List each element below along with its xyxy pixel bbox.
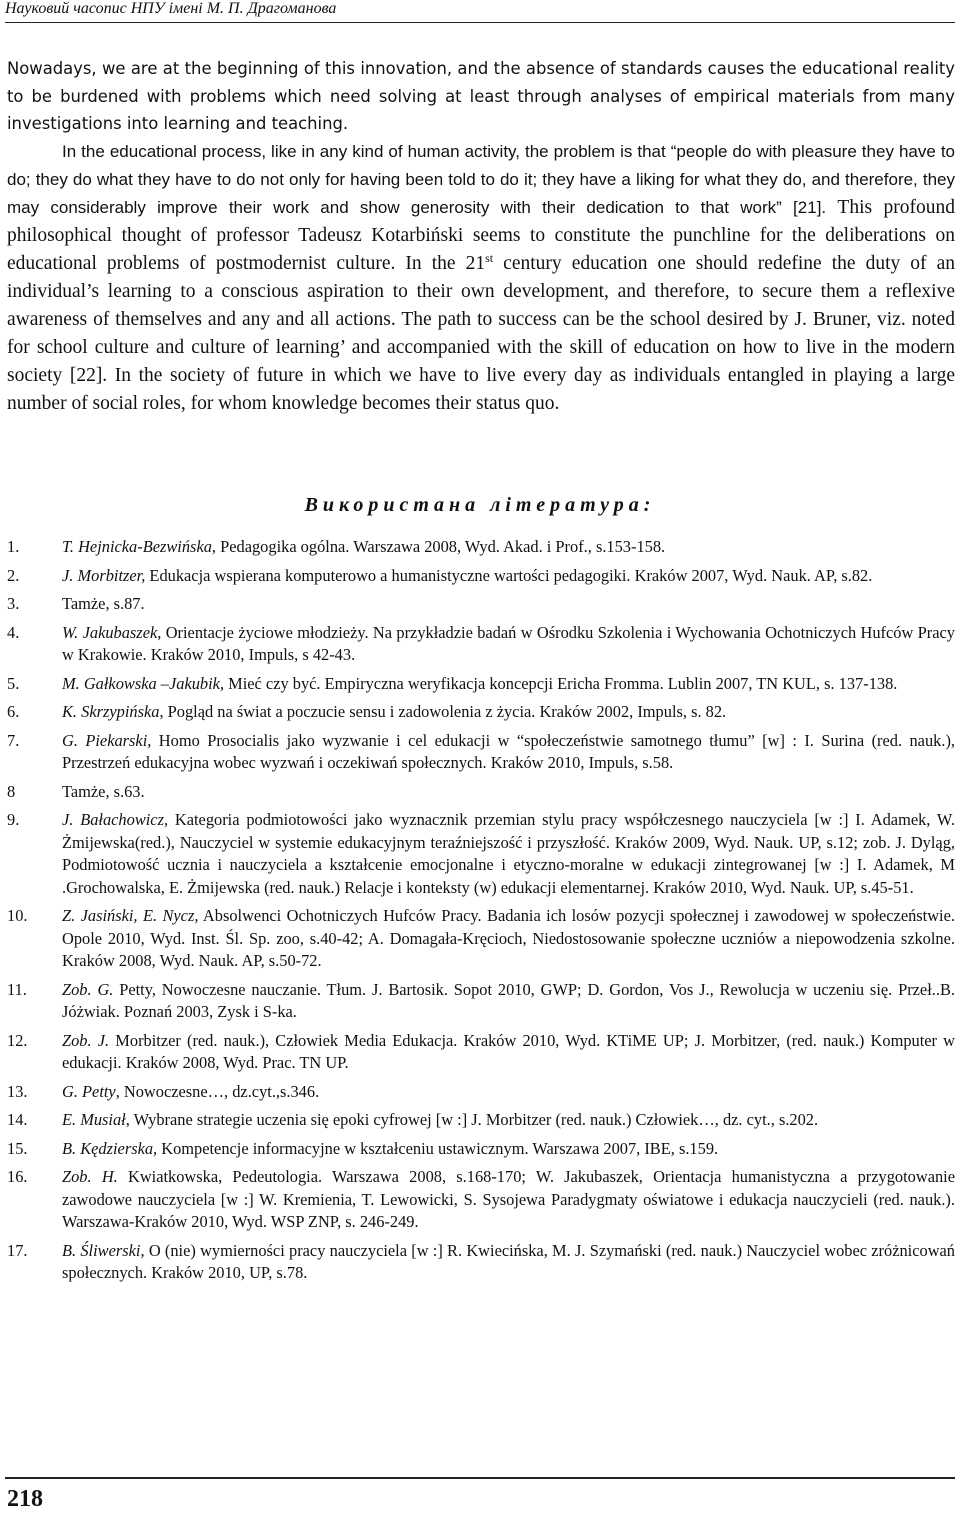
reference-item	[7, 1240, 955, 1285]
reference-text: , Wybrane strategie uczenia się epoki cyfrowej [w :] J. Morbitzer (red. nauk.) Człowiek…, dz. cyt., s.202.	[125, 1110, 819, 1129]
reference-text: , Nowoczesne…, dz.cyt.,s.346.	[115, 1081, 320, 1101]
running-header	[5, 0, 955, 23]
reference-author: B. Śliwerski	[62, 1240, 141, 1260]
reference-item	[7, 1030, 955, 1075]
reference-text: Tamże, s.87.	[62, 594, 145, 613]
reference-text: , Pogląd na świat a poczucie sensu i zadowolenia z życia. Kraków 2002, Impuls, s. 82.	[159, 702, 727, 721]
paragraph-main	[7, 138, 955, 418]
reference-item	[7, 622, 955, 667]
reference-number: 13.	[7, 1081, 28, 1101]
footer-divider	[5, 1477, 955, 1479]
reference-author: J. Morbitzer,	[62, 565, 146, 585]
reference-item	[7, 781, 955, 804]
reference-number: 4.	[7, 622, 20, 642]
reference-number: 2.	[7, 565, 20, 585]
reference-author: G. Petty	[62, 1081, 116, 1101]
reference-item	[7, 673, 955, 696]
journal-title: Науковий часопис НПУ імені М. П. Драгоманова	[5, 0, 337, 17]
reference-text: Absolwenci Ochotniczych Hufców Pracy. Badania ich losów pozycji społecznej i zawodowej w społeczeństwie. Opole 2010, Wyd. Inst. Śl. Sp. zoo, s.40-42; A. Domagała-Kręcioch, Niedostosowanie społeczne uczniów a niepowodzenia szkolne. Kraków 2008, Wyd. Nauk. AP, s.50-72.	[62, 906, 955, 970]
reference-author: J. Bałachowicz	[62, 810, 164, 829]
reference-item	[7, 1166, 955, 1234]
reference-text: Kompetencje informacyjne w kształceniu ustawicznym. Warszawa 2007, IBE, s.159.	[157, 1138, 719, 1158]
reference-text: , Kategoria podmiotowości jako wyznacznik przemian stylu pracy współczesnego nauczyciela [w :] I. Adamek, W. Żmijewska(red.), Nauczyciel w systemie edukacyjnym teraźniejszość i przyszłość. Kraków 2009, Wyd. Nauk. UP, s.12; zob. J. Dyląg, Podmiotowość ucznia i nauczyciela a kształcenie emocjonalne i etyczno-moralne w edukacji zintegrowanej [w :] I. Adamek, M .Grochowalska, E. Żmijewska (red. nauk.) Relacje i konteksty (w) edukacji elementarnej. Kraków 2010, Wyd. Nauk. UP, s.45-51.	[62, 810, 955, 897]
reference-number: 12.	[7, 1030, 28, 1050]
reference-item	[7, 1081, 955, 1104]
reference-author: Zob. G.	[62, 979, 114, 999]
paragraph-intro: Nowadays, we are at the beginning of this innovation, and the absence of standards causes the educational reality to be burdened with problems which need solving at least through analyses of empirical materials from many investigations into learning and teaching.	[7, 59, 955, 133]
reference-author: M. Gałkowska –Jakubik	[62, 673, 220, 693]
reference-number: 17.	[7, 1240, 28, 1260]
reference-text: Morbitzer (red. nauk.), Człowiek Media Edukacja. Kraków 2010, Wyd. KTiME UP; J. Morbitzer, (red. nauk.) Komputer w edukacji. Kraków 2008, Wyd. Prac. TN UP.	[62, 1030, 956, 1072]
reference-author: Zob. H.	[62, 1167, 118, 1186]
reference-text: Tamże, s.63.	[62, 781, 145, 801]
reference-text: , Mieć czy być. Empiryczna weryfikacja koncepcji Ericha Fromma. Lublin 2007, TN KUL, s. 137-138.	[219, 673, 898, 693]
reference-item	[7, 905, 955, 973]
reference-text: , Orientacje życiowe młodzieży. Na przykładzie badań w Ośrodku Szkolenia i Wychowania Ochotniczych Hufców Pracy w Krakowie. Kraków 2010, Impuls, s 42-43.	[62, 622, 956, 664]
reference-item	[7, 979, 955, 1024]
paragraph-main-body: This profound philosophical thought of professor Tadeusz Kotarbiński seems to constitute the punchline for the deliberations on educational problems of postmodernist culture. In the 21st century education one should redefine the duty of an individual’s learning to a conscious aspiration to their own development, and therefore, to secure them a reflexive awareness of themselves and any and all actions. The path to success can be the school desired by J. Bruner, viz. noted for school culture and culture of learning’ and accompanied with the skill of education on how to live in the modern society [22]. In the society of future in which we have to live every day as individuals entangled in playing a large number of social roles, for whom knowledge becomes their status quo.	[7, 197, 955, 414]
reference-number: 8	[7, 781, 16, 801]
reference-text: , Pedagogika ogólna. Warszawa 2008, Wyd. Akad. i Prof., s.153-158.	[211, 537, 666, 556]
reference-text: Homo Prosocialis jako wyzwanie i cel edukacji w “społeczeństwie samotnego tłumu” [w] : I. Surina (red. nauk.), Przestrzeń edukacyjna wobec wyzwań i oczekiwań społecznych. Kraków 2010, Impuls, s.58.	[62, 730, 955, 772]
reference-author: Z. Jasiński, E. Nycz,	[62, 906, 199, 925]
reference-number: 3.	[7, 594, 20, 613]
reference-item	[7, 809, 955, 899]
reference-item	[7, 1109, 955, 1132]
reference-number: 5.	[7, 673, 20, 693]
paragraph-main-quote: In the educational process, like in any kind of human activity, the problem is that “people do with pleasure they have to do; they do what they have to do not only for having been told to do it; they have a liking for what they do, and therefore, they may considerably improve their work and show generosity with their dedication to that work” [21].	[7, 142, 955, 217]
reference-text: Kwiatkowska, Pedeutologia. Warszawa 2008, s.168-170; W. Jakubaszek, Orientacja humanistyczna a przygotowanie zawodowe nauczyciela [w :] W. Kremienia, T. Lewowicki, S. Sysojewa Paradygmaty oświatowe i edukacja nauczycieli (red. nauk.). Warszawa-Kraków 2010, Wyd. WSP ZNP, s. 246-249.	[62, 1167, 955, 1231]
reference-number: 6.	[7, 702, 20, 721]
superscript-st: st	[485, 251, 494, 265]
reference-number: 15.	[7, 1138, 28, 1158]
reference-author: W. Jakubaszek	[62, 622, 158, 642]
literature-heading: Використана література:	[304, 494, 656, 516]
reference-number: 10.	[7, 906, 28, 925]
reference-item	[7, 565, 955, 588]
reference-number: 7.	[7, 730, 20, 750]
reference-text: , O (nie) wymierności pracy nauczyciela [w :] R. Kwiecińska, M. J. Szymański (red. nauk.) Nauczyciel wobec zróżnicowań społecznych. Kraków 2010, UP, s.78.	[62, 1240, 956, 1282]
reference-number: 11.	[7, 979, 27, 999]
reference-item	[7, 536, 955, 559]
reference-author: G. Piekarski,	[62, 730, 152, 750]
reference-number: 9.	[7, 810, 20, 829]
reference-item	[7, 1138, 955, 1161]
reference-list	[7, 536, 955, 1291]
page-number: 218	[7, 1486, 43, 1512]
reference-number: 14.	[7, 1110, 28, 1129]
reference-text: Petty, Nowoczesne nauczanie. Tłum. J. Bartosik. Sopot 2010, GWP; D. Gordon, Vos J., Rewolucja w uczeniu się. Przeł..B. Jóżwiak. Poznań 2003, Zysk i S-ka.	[62, 979, 955, 1021]
reference-item	[7, 593, 955, 616]
reference-item	[7, 701, 955, 724]
reference-author: E. Musiał	[62, 1110, 126, 1129]
reference-author: B. Kędzierska,	[62, 1138, 158, 1158]
reference-author: Zob. J.	[62, 1030, 110, 1050]
reference-number: 1.	[7, 537, 20, 556]
reference-author: K. Skrzypińska	[62, 702, 160, 721]
reference-author: T. Hejnicka-Bezwińska	[62, 537, 212, 556]
reference-item	[7, 730, 955, 775]
reference-number: 16.	[7, 1167, 28, 1186]
reference-text: Edukacja wspierana komputerowo a humanistyczne wartości pedagogiki. Kraków 2007, Wyd. Nauk. AP, s.82.	[145, 565, 873, 585]
